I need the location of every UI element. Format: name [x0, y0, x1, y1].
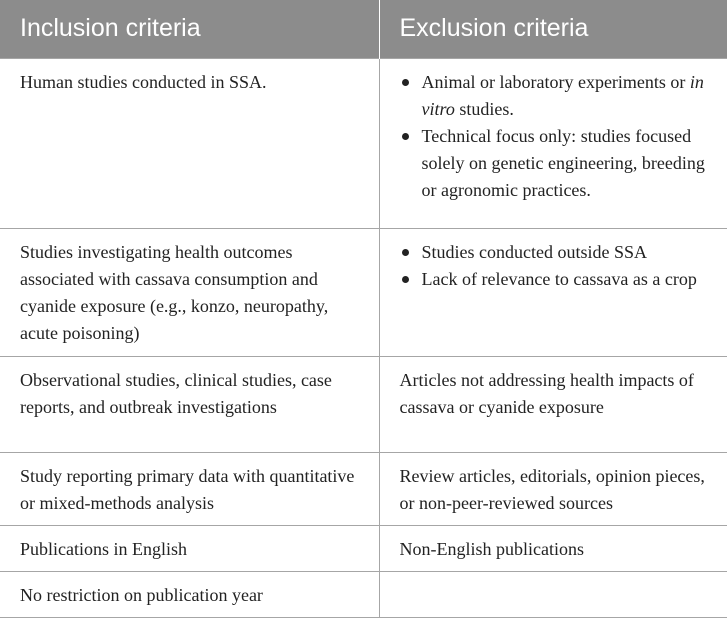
table-row [0, 452, 727, 525]
exclusion-list [400, 239, 714, 293]
inclusion-header: Inclusion criteria [0, 0, 379, 58]
table-row [0, 356, 727, 452]
list-item: Lack of relevance to cassava as a crop [400, 266, 714, 293]
list-item: Animal or laboratory experiments or in vitro studies. [400, 69, 714, 123]
inclusion-cell: Observational studies, clinical studies, case reports, and outbreak investigations [0, 356, 379, 452]
exclusion-cell: Articles not addressing health impacts of cassava or cyanide exposure [379, 356, 727, 452]
header-row [0, 0, 727, 58]
exclusion-cell [379, 58, 727, 228]
exclusion-cell: Non-English publications [379, 525, 727, 571]
table-row [0, 58, 727, 228]
table-row [0, 228, 727, 356]
inclusion-cell: Publications in English [0, 525, 379, 571]
list-item: Technical focus only: studies focused solely on genetic engineering, breeding or agronomic practices. [400, 123, 714, 204]
exclusion-list [400, 69, 714, 204]
inclusion-cell: No restriction on publication year [0, 571, 379, 617]
exclusion-cell: Review articles, editorials, opinion pieces, or non-peer-reviewed sources [379, 452, 727, 525]
table-row [0, 571, 727, 617]
inclusion-cell: Human studies conducted in SSA. [0, 58, 379, 228]
exclusion-cell [379, 571, 727, 617]
inclusion-cell: Study reporting primary data with quantitative or mixed-methods analysis [0, 452, 379, 525]
exclusion-cell [379, 228, 727, 356]
exclusion-header: Exclusion criteria [379, 0, 727, 58]
list-item: Studies conducted outside SSA [400, 239, 714, 266]
inclusion-cell: Studies investigating health outcomes associated with cassava consumption and cyanide exposure (e.g., konzo, neuropathy, acute poisoning) [0, 228, 379, 356]
table-row [0, 525, 727, 571]
